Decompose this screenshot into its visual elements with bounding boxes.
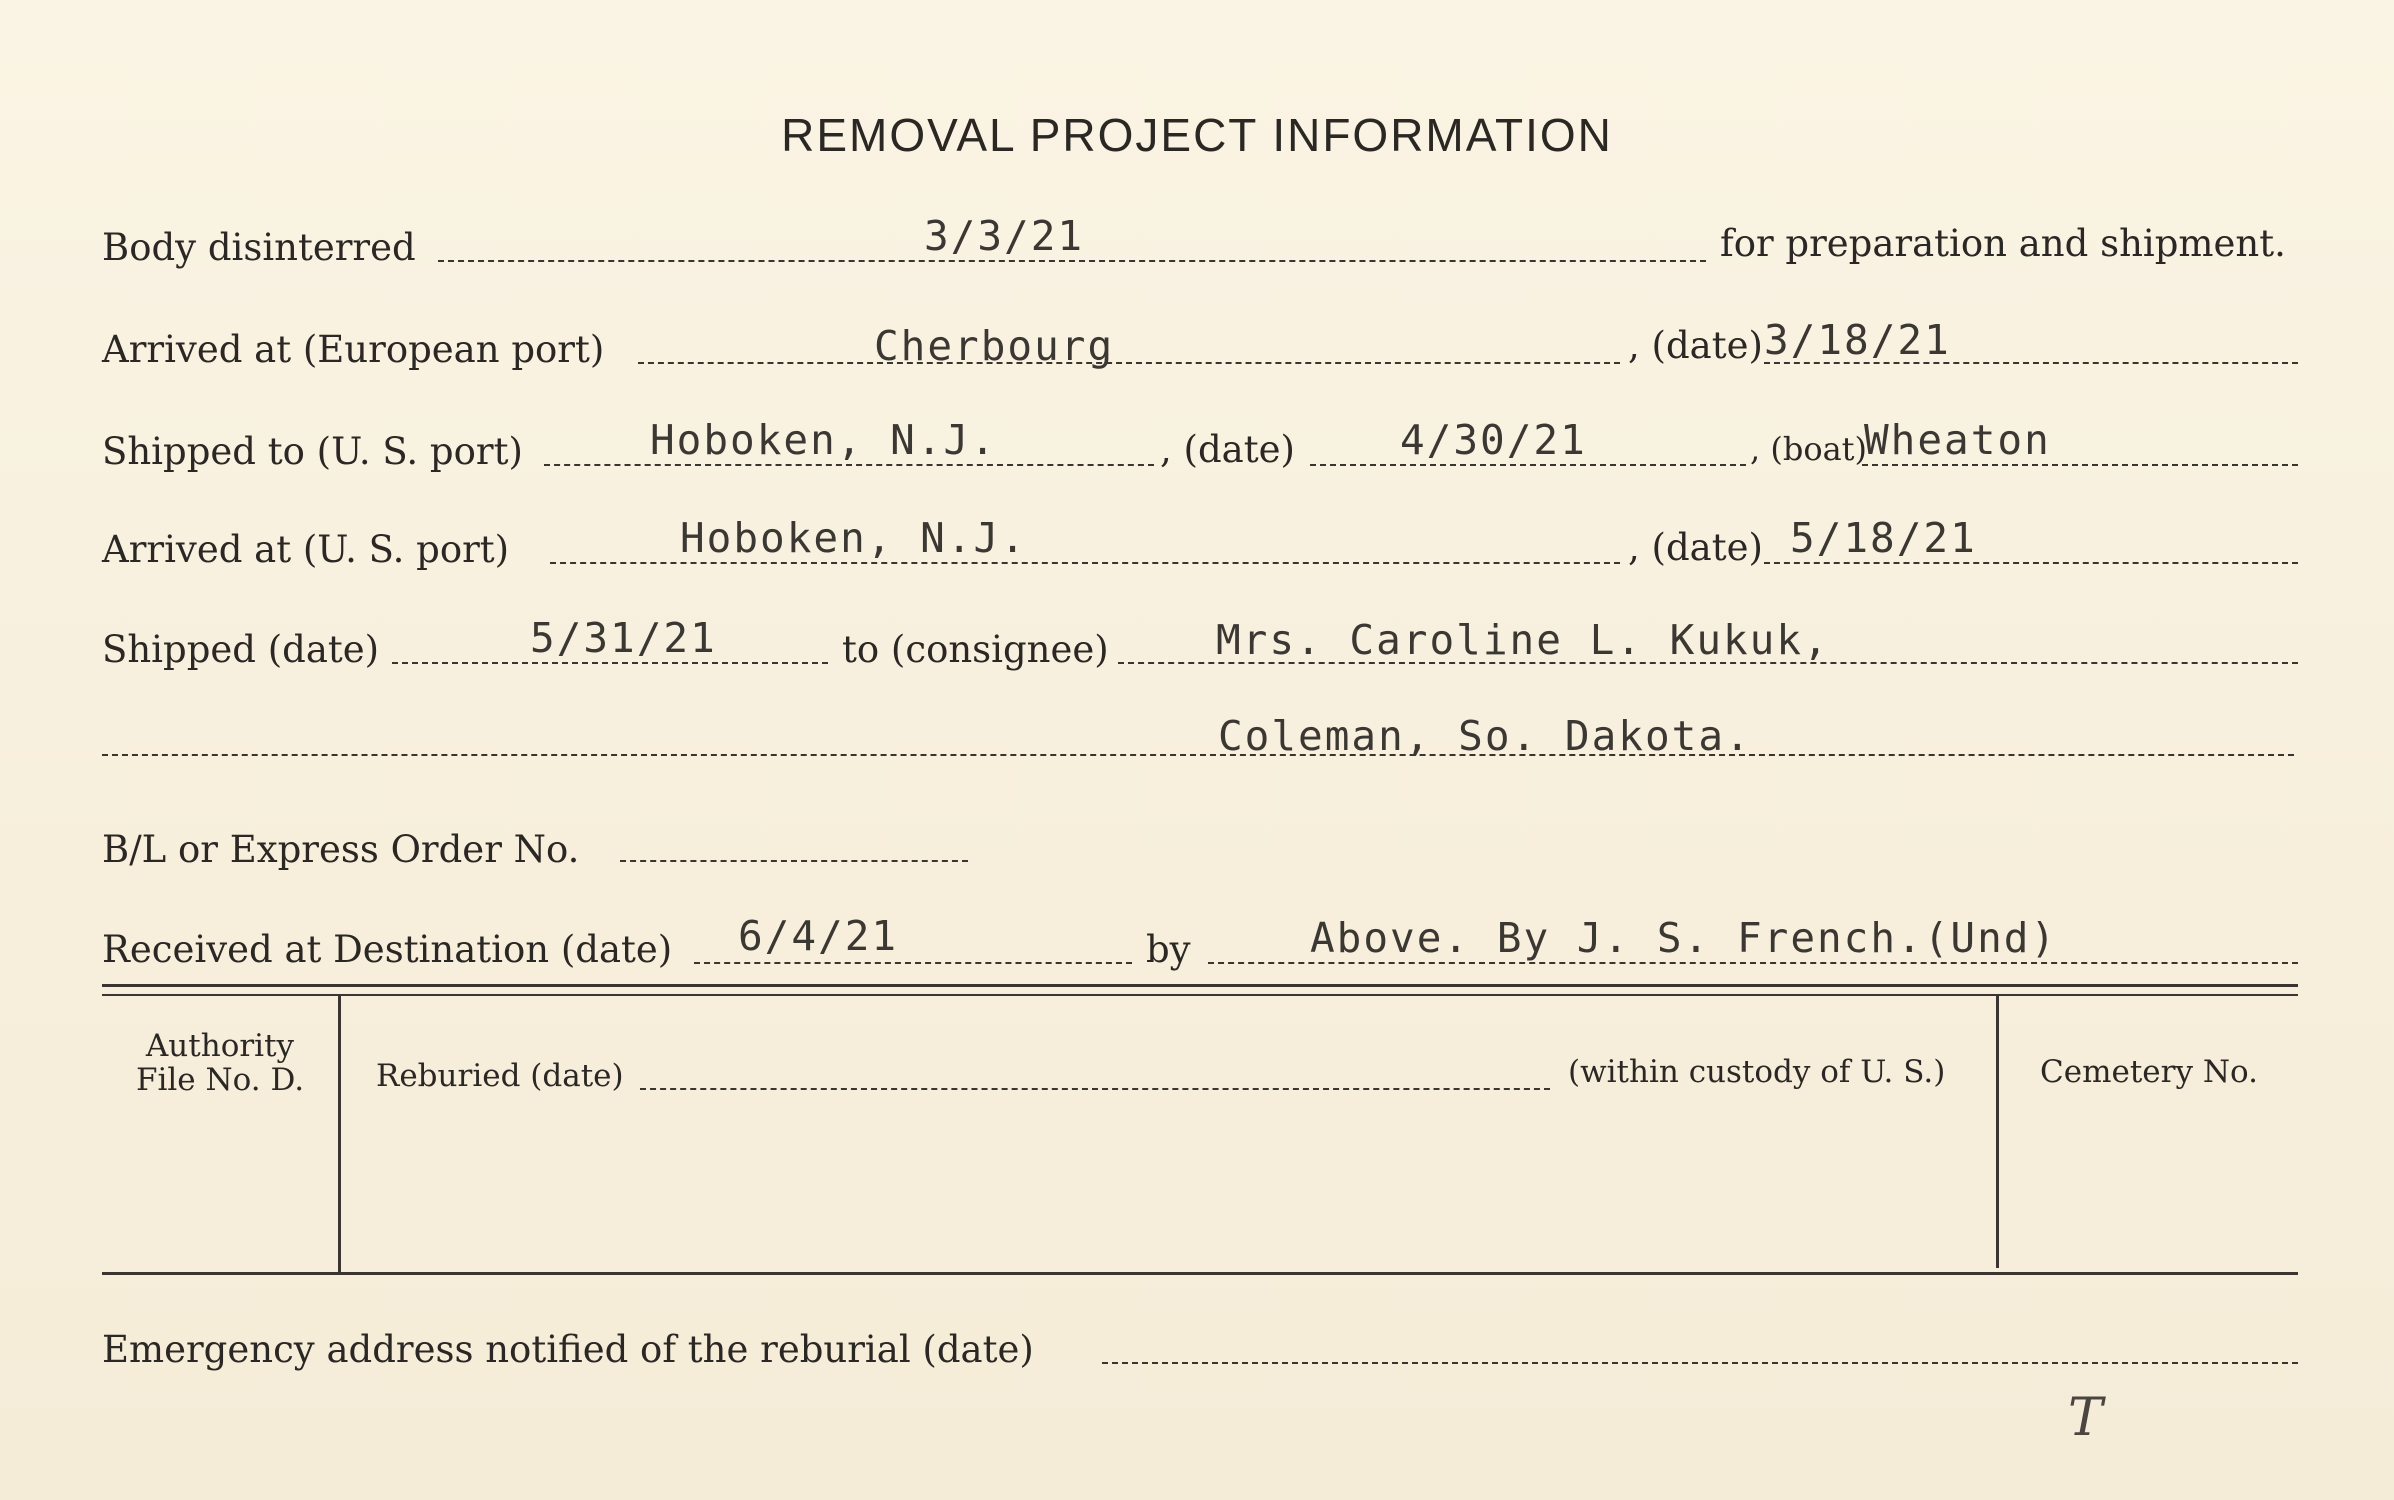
received-by-value: Above. By J. S. French.(Und): [1310, 914, 2058, 962]
table-top-rule-2: [102, 994, 2298, 996]
reburied-label: Reburied (date): [376, 1058, 624, 1094]
arrived-us-label: Arrived at (U. S. port): [102, 528, 510, 571]
arrived-european-label: Arrived at (European port): [102, 328, 605, 371]
row-body-disinterred: [0, 212, 2394, 280]
row-arrived-european: [0, 316, 2394, 382]
table-top-rule-1: [102, 984, 2298, 987]
custody-label: (within custody of U. S.): [1568, 1054, 1946, 1090]
consignee-address: Coleman, So. Dakota.: [1218, 712, 1752, 760]
authority-label-line1: Authority: [145, 1028, 295, 1064]
arrived-us-line: [550, 562, 1620, 564]
body-disinterred-line: [438, 260, 1706, 262]
cemetery-label: Cemetery No.: [2040, 1054, 2258, 1090]
shipped-us-line: [544, 464, 1154, 466]
shipped-us-date-line: [1310, 464, 1746, 466]
row-arrived-us: [0, 514, 2394, 582]
received-by-line: [1208, 962, 2298, 964]
initial-mark: T: [2068, 1388, 2103, 1448]
consignee-label: to (consignee): [842, 628, 1109, 671]
row-shipped-us: [0, 416, 2394, 484]
shipped-us-label: Shipped to (U. S. port): [102, 430, 523, 473]
emergency-line: [1102, 1362, 2298, 1364]
shipped-us-value: Hoboken, N.J.: [650, 416, 997, 464]
shipped-us-date-label: , (date): [1160, 428, 1295, 471]
bl-express-line: [620, 860, 968, 862]
arrived-us-date: 5/18/21: [1790, 514, 1977, 562]
received-by-label: by: [1146, 928, 1191, 971]
arrived-european-line: [638, 362, 1620, 364]
row-received: [0, 912, 2394, 982]
consignee-value: Mrs. Caroline L. Kukuk,: [1216, 616, 1830, 664]
shipped-us-boat-label: , (boat): [1750, 430, 1867, 468]
arrived-us-date-line: [1764, 562, 2298, 564]
row-shipped-date: [0, 614, 2394, 682]
shipped-us-boat: Wheaton: [1864, 416, 2051, 464]
row-bl-express: [0, 822, 2394, 882]
arrived-us-value: Hoboken, N.J.: [680, 514, 1027, 562]
shipped-date-label: Shipped (date): [102, 628, 380, 671]
received-line: [694, 962, 1132, 964]
body-disinterred-value: 3/3/21: [924, 212, 1085, 260]
row-emergency: [0, 1322, 2394, 1382]
authority-label-line2: File No. D.: [135, 1062, 305, 1098]
table-divider-right: [1996, 996, 1999, 1268]
shipped-date-value: 5/31/21: [530, 614, 717, 662]
arrived-european-date: 3/18/21: [1764, 316, 1951, 364]
arrived-us-date-label: , (date): [1628, 526, 1763, 569]
reburied-line: [640, 1088, 1550, 1090]
shipped-date-line: [392, 662, 828, 664]
received-label: Received at Destination (date): [102, 928, 673, 971]
received-value: 6/4/21: [738, 912, 899, 960]
bl-express-label: B/L or Express Order No.: [102, 828, 580, 871]
row-consignee-address: [0, 712, 2394, 780]
table-divider-left: [338, 996, 341, 1274]
table-bottom-rule: [102, 1272, 2298, 1275]
consignee-address-line: [102, 754, 2294, 756]
arrived-european-date-label: , (date): [1628, 324, 1763, 367]
body-disinterred-label: Body disinterred: [102, 226, 416, 269]
page-title: REMOVAL PROJECT INFORMATION: [781, 109, 1613, 161]
shipped-us-date: 4/30/21: [1400, 416, 1587, 464]
arrived-european-value: Cherbourg: [874, 322, 1115, 370]
body-disinterred-suffix: for preparation and shipment.: [1720, 222, 2286, 265]
shipped-us-boat-line: [1862, 464, 2298, 466]
emergency-label: Emergency address notified of the reburial (date): [102, 1328, 1034, 1371]
